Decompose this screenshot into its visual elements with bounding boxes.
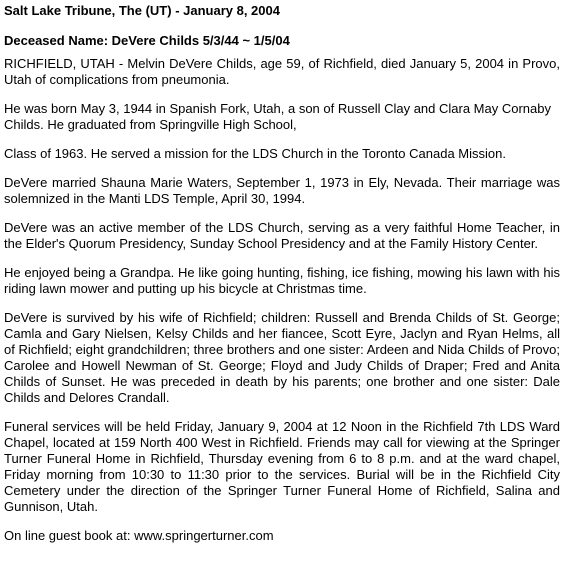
paragraph-survivors: DeVere is survived by his wife of Richfield; children: Russell and Brenda Childs of St. George; Camla and Gary Nielsen, Kelsy Childs and her fiancee, Scott Eyre, Jaclyn and Ryan Helms, all of Richfield; eight grandchildren; three brothers and one sister: Ardeen and Nida Childs of Provo; Carolee and Howell Newman of St. George; Floyd and Judy Childs of Draper; Fred and Anita Childs of Sunset. He was preceded in death by his parents; one brother and one sister: Dale Childs and Delores Crandall. (4, 310, 560, 405)
paragraph-hobbies: He enjoyed being a Grandpa. He like going hunting, fishing, ice fishing, mowing his lawn with his riding lawn mower and putting up his bicycle at Christmas time. (4, 265, 560, 296)
paragraph-marriage: DeVere married Shauna Marie Waters, September 1, 1973 in Ely, Nevada. Their marriage was solemnized in the Manti LDS Temple, April 30, 1994. (4, 175, 560, 206)
paragraph-death-notice: RICHFIELD, UTAH - Melvin DeVere Childs, age 59, of Richfield, died January 5, 2004 in Provo, Utah of complications from pneumonia. (4, 56, 560, 87)
source-heading: Salt Lake Tribune, The (UT) - January 8, 2004 (4, 3, 280, 18)
paragraph-funeral-services: Funeral services will be held Friday, January 9, 2004 at 12 Noon in the Richfield 7th LDS Ward Chapel, located at 159 North 400 West in Richfield. Friends may call for viewing at the Springer Turner Funeral Home in Richfield, Thursday evening from 6 to 8 p.m. and at the ward chapel, Friday morning from 10:30 to 11:30 prior to the services. Burial will be in the Richfield City Cemetery under the direction of the Springer Turner Funeral Home of Richfield, Salina and Gunnison, Utah. (4, 419, 560, 514)
paragraph-church-service: DeVere was an active member of the LDS Church, serving as a very faithful Home Teacher, in the Elder's Quorum Presidency, Sunday School Presidency and at the Family History Center. (4, 220, 560, 251)
paragraph-birth: He was born May 3, 1944 in Spanish Fork, Utah, a son of Russell Clay and Clara May Cornaby Childs. He graduated from Springville High School, (4, 101, 551, 132)
paragraph-guest-book: On line guest book at: www.springerturner.com (4, 528, 274, 543)
deceased-name-heading: Deceased Name: DeVere Childs 5/3/44 ~ 1/5/04 (4, 33, 290, 48)
paragraph-mission: Class of 1963. He served a mission for the LDS Church in the Toronto Canada Mission. (4, 146, 506, 161)
